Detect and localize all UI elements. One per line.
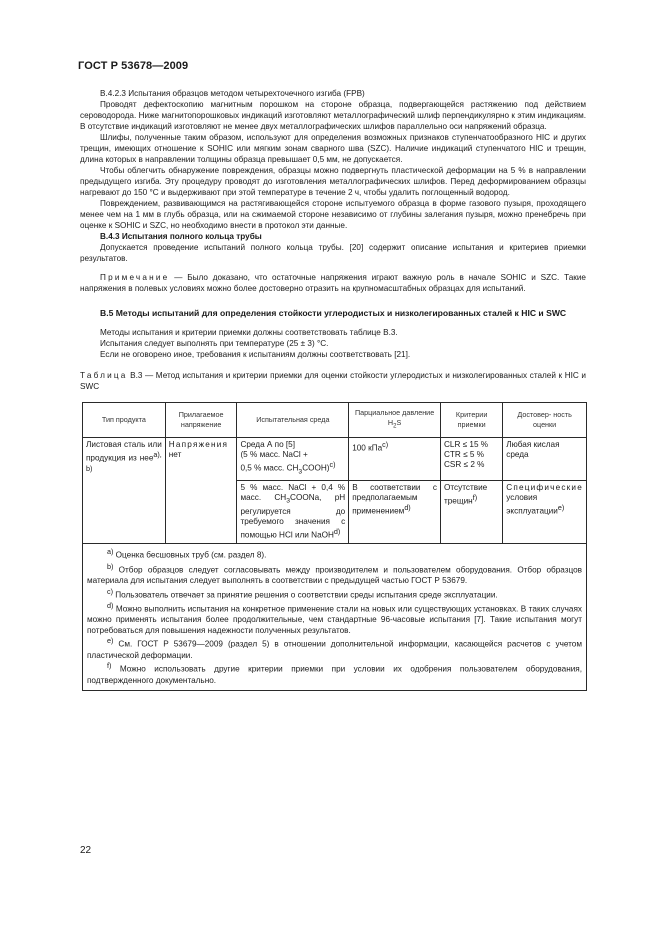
header-test-environment: Испытательная среда [237, 403, 349, 438]
env-a-line3-a: 0,5 % масс. CH [240, 464, 299, 474]
cell-criteria-2 [441, 480, 503, 543]
env-b-sub: 3 [286, 497, 291, 505]
acceptance-table [82, 402, 587, 691]
criteria-2-text: Отсутствие трещин [444, 482, 488, 506]
section-title-b5: В.5 Методы испытаний для определения стойкости углеродистых и низколегированных сталей к HIC и SWC [100, 308, 567, 318]
cell-criteria-1 [441, 438, 503, 481]
footnote-d [87, 601, 582, 637]
note-paragraph [80, 272, 586, 294]
paragraph-damage: Повреждением, развивающимся на растягивающейся стороне испытуемого образца в форме газового пузыря, проходящего менее чем на 1 мм в глубь образца, или на сжимаемой стороне независимо от глубины залегания пузыря, можно пренебречь при оценке к SOHIC и SZC, но необходимо внести в протокол эти данные. [80, 199, 586, 230]
paragraph-sections: Шлифы, полученные таким образом, используют для определения возможных признаков ступенчатообразного HIC и других трещин, имеющих отношение к SOHIC или мягким зонам сварного шва (SZC). Наличие индикаций ступенчатого HIC и трещин, длина которых в направлении толщины образца превышает 0,5 мм, не допускается. [80, 133, 586, 164]
footnote-a [87, 547, 582, 561]
cell-environment-b [237, 480, 349, 543]
paragraph-full-ring: Допускается проведение испытаний полного кольца трубы. [20] содержит описание испытания и критериев приемки результатов. [80, 243, 586, 263]
footnote-b-text: Отбор образцов следует согласовывать между производителем и пользователем оборудования. Отбор образцов материала для испытания следует выполнять в соответствии с предыдущей частью ГОСТ Р 53679. [87, 565, 582, 586]
footnote-c-text: Пользователь отвечает за принятие решения о соответствии среды испытания среде эксплуатации. [113, 590, 498, 600]
paragraph-magnetic-inspection: Проводят дефектоскопию магнитным порошком на стороне образца, подвергающейся растяжению под действием сероводорода. Ниже магнитопорошковых индикаций изготовляют металлографический шлиф перпендикулярно к этим индикациям. В отсутствие индикаций изготовляют не менее двух металлографических шлифов параллельно оси напряжений образца. [80, 100, 586, 131]
reliability-2-footnote: e) [557, 503, 565, 513]
header-applied-stress: Прилагаемое напряжение [165, 403, 237, 438]
cell-pressure-2 [349, 480, 441, 543]
table-caption-text: В.3 — Метод испытания и критерии приемки для оценки стойкости углеродистых и низколегированных сталей к HIC и SWC [80, 371, 586, 391]
cell-environment-a [237, 438, 349, 481]
criteria-csr: CSR ≤ 2 % [444, 460, 485, 470]
footnote-e-mark: e) [107, 636, 114, 646]
note-label: Примечание [100, 273, 170, 282]
footnote-f-mark: f) [107, 661, 112, 671]
pressure-2-footnote: d) [404, 503, 411, 513]
env-b-footnote: d) [333, 527, 341, 537]
cell-reliability-2 [503, 480, 587, 543]
header-acceptance-criteria: Критерии приемки [441, 403, 503, 438]
footnote-f-text: Можно использовать другие критерии приемки при условии их одобрения пользователем оборудования, подтвержденного документально. [87, 665, 582, 685]
criteria-clr: CLR ≤ 15 % [444, 440, 489, 449]
paragraph-requirements: Если не оговорено иное, требования к испытаниям должны соответствовать [21]. [100, 350, 411, 359]
subsection-title-fpb: В.4.2.3 Испытания образцов методом четырехточечного изгиба (FPB) [100, 89, 365, 98]
env-a-line3-sub: 3 [298, 468, 303, 476]
table-label: Таблица [80, 371, 128, 380]
table-footnotes [83, 544, 587, 691]
header-reliability: Достовер- ность оценки [503, 403, 587, 438]
footnote-b-mark: b) [107, 561, 114, 571]
header-partial-pressure-sub: 2 [393, 423, 397, 430]
env-a-line1: Среда А по [5] [240, 440, 295, 449]
criteria-2-footnote: f) [472, 493, 478, 503]
cell-product-type [83, 438, 166, 544]
paragraph-temperature: Испытания следует выполнять при температуре (25 ± 3) °C. [100, 339, 329, 348]
subsection-title-full-ring: В.4.3 Испытания полного кольца трубы [100, 232, 262, 241]
cell-applied-stress [165, 438, 237, 544]
footnote-b [87, 562, 582, 587]
footnote-c [87, 587, 582, 601]
footnote-a-mark: a) [107, 547, 114, 557]
footnote-c-mark: c) [107, 586, 113, 596]
stress-value: нет [168, 450, 182, 460]
page-content [80, 88, 586, 691]
product-type-text: Листовая сталь или продукция из нее [86, 440, 162, 463]
env-a-line3-b: COOH) [302, 464, 330, 474]
table-row [83, 438, 587, 481]
pressure-1-value: 100 кПа [352, 443, 383, 453]
table-header-row [83, 403, 587, 438]
pressure-2-text: В соответствии с предполагаемым применением [352, 482, 437, 517]
header-partial-pressure [349, 403, 441, 438]
env-b-text-a: 5 % масс. NaCl + 0,4 % масс. CH [240, 482, 346, 503]
table-notes-row [83, 544, 587, 691]
footnote-f [87, 661, 582, 686]
footnote-e [87, 636, 582, 661]
note-text: — Было доказано, что остаточные напряжения играют важную роль в начале SOHIC и SZC. Такие напряжения в полевых условиях можно более достоверно отразить на крупномасштабных образцах для испытаний. [80, 273, 586, 293]
header-product-type: Тип продукта [83, 403, 166, 438]
footnote-e-text: См. ГОСТ Р 53679—2009 (раздел 5) в отношении дополнительной информации, касающейся расчетов с учетом пластической деформации. [87, 640, 582, 660]
cell-pressure-1 [349, 438, 441, 481]
footnote-a-text: Оценка бесшовных труб (см. раздел 8). [113, 551, 267, 561]
paragraph-deformation: Чтобы облегчить обнаружение повреждения, образцы можно подвергнуть пластической деформации на 5 % в направлении предыдущего изгиба. Эту процедуру проводят до изготовления металлографических шлифов. Перед деформированием образцы нагревают до 150 °C и выдерживают при этой температуре в течение 2 ч, чтобы удалить поглощенный водород. [80, 166, 586, 197]
header-partial-pressure-text: Парциальное давление H [354, 408, 435, 428]
paragraph-methods: Методы испытания и критерии приемки должны соответствовать таблице В.3. [100, 328, 398, 337]
criteria-ctr: CTR ≤ 5 % [444, 450, 484, 460]
product-type-footnote: a), b) [86, 450, 162, 474]
pressure-1-footnote: c) [382, 440, 389, 449]
table-caption [80, 370, 586, 392]
env-a-footnote: c) [329, 460, 336, 470]
cell-reliability-1: Любая кислая среда [503, 438, 587, 481]
env-a-line2: (5 % масс. NaCl + [240, 450, 308, 460]
env-a-line3 [240, 460, 345, 478]
document-code-header: ГОСТ Р 53678—2009 [78, 60, 189, 72]
header-partial-pressure-end: S [396, 418, 402, 428]
env-b-text-b: COONa, pH регулируется до требуемого значения с помощью HCl или NaOH [240, 493, 346, 541]
stress-label: Напряжения [168, 440, 229, 449]
page-number: 22 [80, 845, 92, 856]
footnote-d-text: Можно выполнить испытания на конкретное применение стали на новых или существующих установках. В таких случаях можно применять испытания более продолжительные, чем стандартные 96-часовые испытания [7]. Такие испытания могут потребоваться для повышения надежности полученных результатов. [87, 604, 582, 635]
reliability-2-label: Специфические [506, 482, 583, 492]
reliability-2-text: условия эксплуатации [506, 493, 558, 517]
footnote-d-mark: d) [107, 600, 114, 610]
